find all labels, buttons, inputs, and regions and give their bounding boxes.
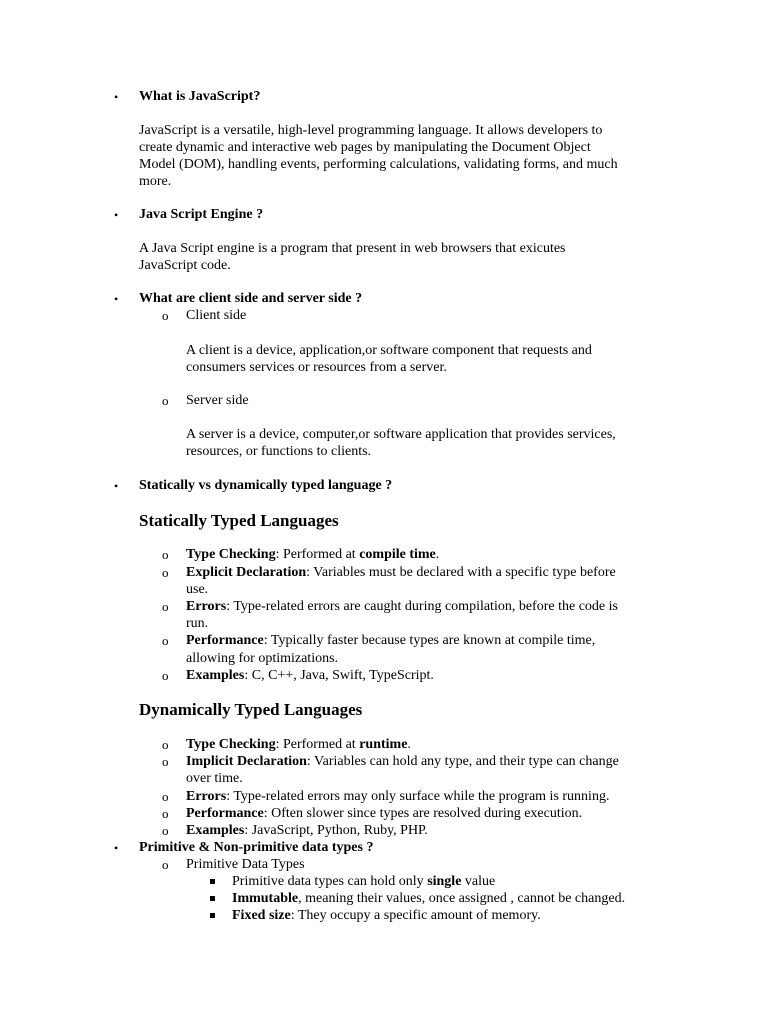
paragraph-line: more. [139,174,172,189]
bullet: • [114,479,119,493]
static-item-errors: Errors: Type-related errors are caught during compilation, before the code is [186,599,618,614]
circle-bullet: o [162,823,169,838]
server-side-label: Server side [186,393,249,408]
question-static-dynamic: Statically vs dynamically typed language ? [139,478,393,493]
circle-bullet: o [162,565,169,580]
circle-bullet: o [162,599,169,614]
circle-bullet: o [162,633,169,648]
circle-bullet: o [162,308,169,323]
static-item-performance: Performance: Typically faster because types are known at compile time, [186,633,596,648]
question-what-is-javascript: What is JavaScript? [139,89,261,104]
static-item-continuation: use. [186,582,209,597]
circle-bullet: o [162,668,169,683]
dynamic-item-type-checking: Type Checking: Performed at runtime. [186,737,411,752]
square-bullet [210,896,215,901]
circle-bullet: o [162,754,169,769]
static-item-continuation: run. [186,616,209,631]
paragraph-line: JavaScript is a versatile, high-level programming language. It allows developers to [139,123,603,138]
static-item-examples: Examples: C, C++, Java, Swift, TypeScript. [186,668,434,683]
static-item-explicit-declaration: Explicit Declaration: Variables must be declared with a specific type before [186,565,616,580]
circle-bullet: o [162,393,169,408]
bullet: • [114,292,119,306]
dynamic-item-performance: Performance: Often slower since types are resolved during execution. [186,806,583,821]
paragraph-line: create dynamic and interactive web pages by manipulating the Document Object [139,140,591,155]
circle-bullet: o [162,789,169,804]
client-side-label: Client side [186,308,247,323]
question-js-engine: Java Script Engine ? [139,207,264,222]
paragraph-line: A server is a device, computer,or software application that provides services, [186,427,616,442]
paragraph-line: A client is a device, application,or software component that requests and [186,343,592,358]
paragraph-line: resources, or functions to clients. [186,444,372,459]
primitive-item-immutable: Immutable, meaning their values, once assigned , cannot be changed. [232,891,626,906]
dynamic-item-examples: Examples: JavaScript, Python, Ruby, PHP. [186,823,428,838]
bullet: • [114,208,119,222]
paragraph-line: JavaScript code. [139,258,231,273]
circle-bullet: o [162,806,169,821]
paragraph-line: A Java Script engine is a program that present in web browsers that exicutes [139,241,566,256]
static-item-type-checking: Type Checking: Performed at compile time. [186,547,440,562]
bullet: • [114,90,119,104]
circle-bullet: o [162,547,169,562]
heading-statically-typed: Statically Typed Languages [139,511,339,530]
circle-bullet: o [162,737,169,752]
primitive-data-types-label: Primitive Data Types [186,857,305,872]
bullet: • [114,841,119,855]
primitive-item-fixed-size: Fixed size: They occupy a specific amount of memory. [232,908,541,923]
circle-bullet: o [162,857,169,872]
paragraph-line: consumers services or resources from a server. [186,360,447,375]
dynamic-item-errors: Errors: Type-related errors may only surface while the program is running. [186,789,610,804]
dynamic-item-continuation: over time. [186,771,243,786]
static-item-continuation: allowing for optimizations. [186,651,339,666]
square-bullet [210,913,215,918]
question-primitive-nonprimitive: Primitive & Non-primitive data types ? [139,840,374,855]
paragraph-line: Model (DOM), handling events, performing calculations, validating forms, and much [139,157,618,172]
question-client-server: What are client side and server side ? [139,291,363,306]
dynamic-item-implicit-declaration: Implicit Declaration: Variables can hold any type, and their type can change [186,754,619,769]
square-bullet [210,879,215,884]
heading-dynamically-typed: Dynamically Typed Languages [139,700,363,719]
primitive-item-single: Primitive data types can hold only single value [232,874,496,889]
